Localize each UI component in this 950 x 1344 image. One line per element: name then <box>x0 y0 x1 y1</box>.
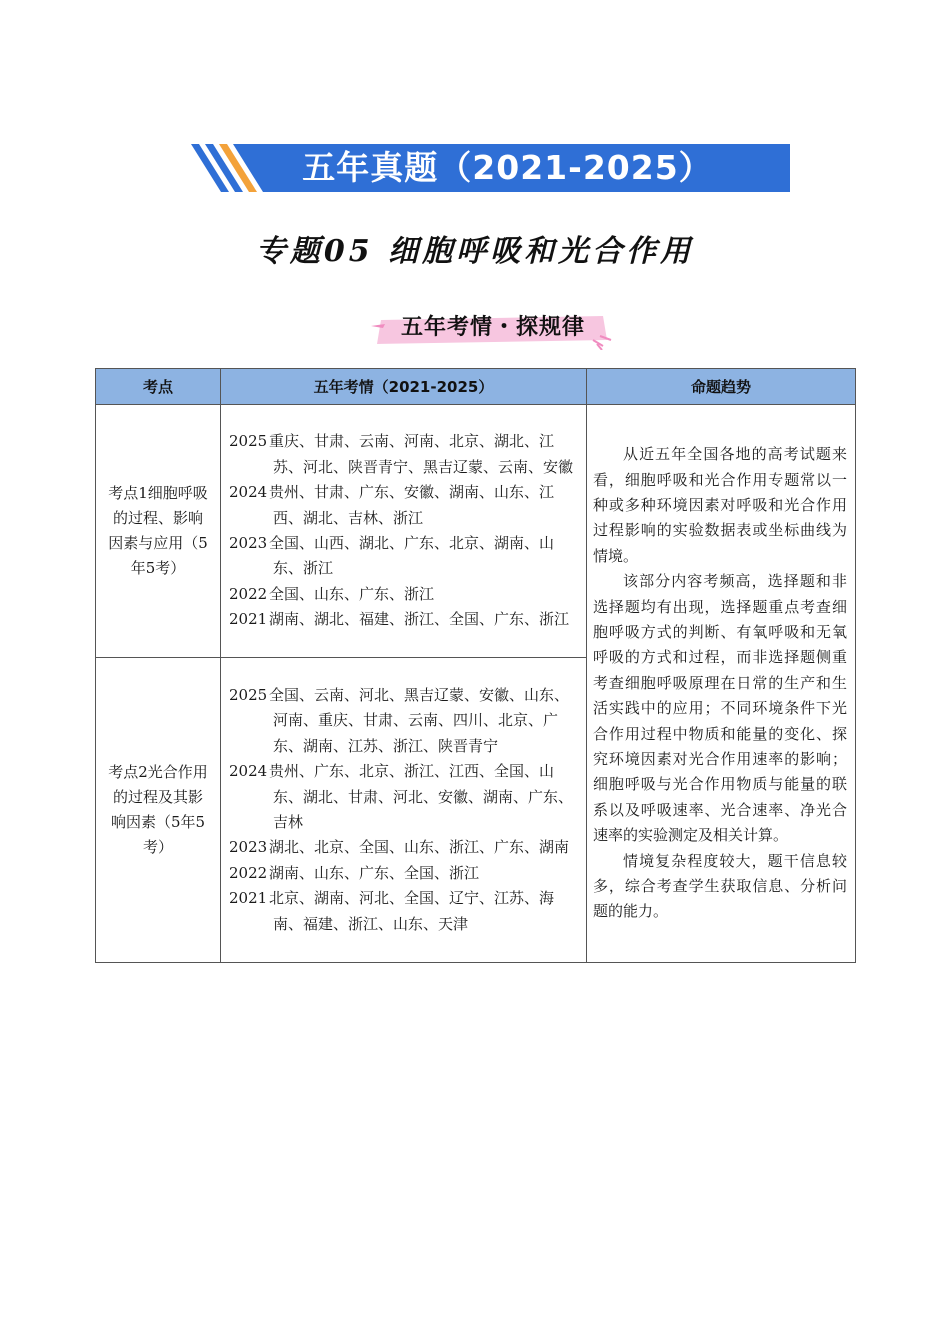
year-regions: 贵州、甘肃、广东、安徽、湖南、山东、江西、湖北、吉林、浙江 <box>269 483 555 527</box>
trend-paragraph: 该部分内容考频高，选择题和非选择题均有出现，选择题重点考查细胞呼吸方式的判断、有氧呼吸和无氧呼吸的方式和过程，而非选择题侧重考查细胞呼吸原理在日常的生产和生活实践中的应用；不同环境条件下光合作用过程中物质和能量的变化、探究环境因素对光合作用速率的影响；细胞呼吸与光合作用物质与能量的联系以及呼吸速率、光合速率、净光合速率的实验测定及相关计算。 <box>593 572 847 845</box>
year-regions: 重庆、甘肃、云南、河南、北京、湖北、江苏、河北、陕晋青宁、黑吉辽蒙、云南、安徽 <box>269 432 574 476</box>
year-label: 2024 <box>229 762 268 781</box>
table-row <box>96 405 856 658</box>
year-entry <box>229 835 580 860</box>
year-entry <box>229 861 580 886</box>
years-cell-1 <box>221 405 587 658</box>
banner-title: 五年真题（2021-2025） <box>302 148 713 187</box>
year-regions: 北京、湖南、河北、全国、辽宁、江苏、海南、福建、浙江、山东、天津 <box>269 889 555 933</box>
year-regions: 湖北、北京、全国、山东、浙江、广东、湖南 <box>269 838 570 857</box>
year-entry <box>229 607 580 632</box>
year-regions: 全国、山西、湖北、广东、北京、湖南、山东、浙江 <box>269 534 555 578</box>
year-entry <box>229 759 580 835</box>
topic-title: 专题05 细胞呼吸和光合作用 <box>255 234 695 269</box>
year-label: 2023 <box>229 838 268 857</box>
year-entry <box>229 582 580 607</box>
year-regions: 湖南、山东、广东、全国、浙江 <box>269 863 480 882</box>
year-entry <box>229 683 580 759</box>
year-label: 2024 <box>229 483 268 502</box>
year-entry <box>229 429 580 480</box>
year-regions: 全国、云南、河北、黑吉辽蒙、安徽、山东、河南、重庆、甘肃、云南、四川、北京、广东、湖南、江苏、浙江、陕晋青宁 <box>269 685 570 755</box>
year-label: 2021 <box>229 610 268 629</box>
section-banner-title: 五年考情・探规律 <box>400 315 585 340</box>
header-five-year: 五年考情（2021-2025） <box>221 369 587 405</box>
trend-cell <box>587 405 856 963</box>
exam-analysis-table <box>95 368 856 963</box>
header-trend: 命题趋势 <box>587 369 856 405</box>
year-label: 2022 <box>229 863 268 882</box>
year-entry <box>229 480 580 531</box>
year-label: 2025 <box>229 432 268 451</box>
year-entry <box>229 886 580 937</box>
year-label: 2023 <box>229 534 268 552</box>
kaodian-1: 考点1细胞呼吸的过程、影响因素与应用（5年5考） <box>96 405 221 658</box>
trend-paragraph: 情境复杂程度较大，题干信息较多，综合考查学生获取信息、分析问题的能力。 <box>593 851 847 921</box>
year-label: 2021 <box>229 889 268 908</box>
kaodian-2: 考点2光合作用的过程及其影响因素（5年5考） <box>96 658 221 963</box>
year-regions: 全国、山东、广东、浙江 <box>269 584 435 603</box>
year-label: 2022 <box>229 584 268 603</box>
year-entry <box>229 531 580 582</box>
trend-paragraph: 从近五年全国各地的高考试题来看，细胞呼吸和光合作用专题常以一种或多种环境因素对呼吸和光合作用过程影响的实验数据表或坐标曲线为情境。 <box>593 445 847 565</box>
years-cell-2 <box>221 658 587 963</box>
title-banner <box>191 144 790 192</box>
table-header-row <box>96 369 856 405</box>
header-kaodian: 考点 <box>96 369 221 405</box>
section-banner <box>371 306 615 350</box>
year-regions: 贵州、广东、北京、浙江、江西、全国、山东、湖北、甘肃、河北、安徽、湖南、广东、吉林 <box>269 762 574 831</box>
year-regions: 湖南、湖北、福建、浙江、全国、广东、浙江 <box>269 610 570 629</box>
year-label: 2025 <box>229 685 268 704</box>
